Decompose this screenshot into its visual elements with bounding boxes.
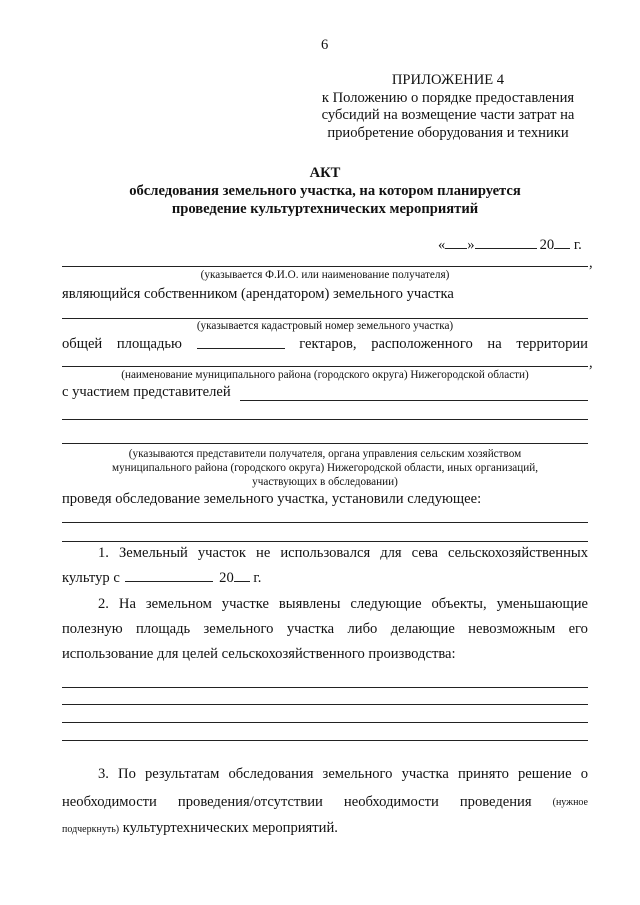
- area-word-4: расположенного: [371, 336, 473, 352]
- representatives-label: с участием представителей: [62, 384, 231, 400]
- date-close-quote: »: [467, 237, 475, 253]
- representatives-line-1[interactable]: [240, 400, 588, 401]
- item2-word: участка: [286, 621, 335, 637]
- item2-word: площадь: [136, 621, 191, 637]
- recipient-hint: (указывается Ф.И.О. или наименование получателя): [200, 269, 450, 281]
- representatives-hint-3: участвующих в обследовании): [252, 476, 398, 488]
- item3-note-end: подчеркнуть): [62, 824, 120, 835]
- cadastral-hint: (указывается кадастровый номер земельного участка): [196, 320, 454, 332]
- objects-line-4[interactable]: [62, 740, 588, 741]
- item1-line-1: 1. Земельный участок не использовался для сева сельскохозяйственных: [98, 545, 588, 561]
- item1-year: 20: [219, 570, 234, 586]
- item1-date-blank[interactable]: [125, 569, 213, 582]
- area-word-3: гектаров,: [299, 336, 357, 352]
- year-blank[interactable]: [554, 236, 570, 249]
- item3-line-2: [62, 794, 588, 811]
- representatives-hint-1: (указываются представители получателя, органа управления сельским хозяйством: [128, 448, 522, 460]
- item2-word: невозможным: [468, 621, 556, 637]
- date-year-suffix: г.: [570, 237, 582, 253]
- objects-line-1[interactable]: [62, 687, 588, 688]
- item3-word: проведения: [459, 794, 532, 810]
- representatives-line-2[interactable]: [62, 419, 588, 420]
- item1-prefix: культур с: [62, 570, 120, 586]
- item3-word: необходимости: [343, 794, 439, 810]
- item3-word: проведения/отсутствии: [177, 794, 323, 810]
- inspection-text: проведя обследование земельного участка, установили следующее:: [62, 491, 482, 507]
- item1-year-blank[interactable]: [234, 569, 250, 582]
- area-line: [62, 336, 588, 353]
- month-blank[interactable]: [475, 236, 537, 249]
- item2-word: полезную: [62, 621, 123, 637]
- page-number: 6: [321, 37, 329, 53]
- appendix-title: ПРИЛОЖЕНИЕ 4: [391, 72, 505, 88]
- item1-line-2: [62, 569, 261, 587]
- representatives-hint: [50, 447, 600, 489]
- cadastral-line[interactable]: [62, 318, 588, 319]
- objects-line-3[interactable]: [62, 722, 588, 723]
- representatives-line-3[interactable]: [62, 443, 588, 444]
- representatives-hint-2: муниципального района (городского округа) Нижегородской области, иных организаций,: [111, 462, 538, 474]
- item3-word: необходимости: [62, 794, 157, 810]
- findings-line-2[interactable]: [62, 541, 588, 542]
- municipality-hint: (наименование муниципального района (городского округа) Нижегородской области): [121, 369, 529, 381]
- owner-text: являющийся собственником (арендатором) земельного участка: [62, 286, 454, 302]
- item2-word: его: [568, 621, 588, 637]
- recipient-comma: ,: [589, 255, 593, 271]
- area-blank[interactable]: [197, 336, 285, 349]
- item2-line-2: [62, 621, 588, 638]
- item2-word: делающие: [390, 621, 455, 637]
- act-title-block: [0, 164, 640, 218]
- appendix-line-1: к Положению о порядке предоставления: [321, 89, 575, 106]
- area-word-1: общей: [62, 336, 103, 352]
- appendix-line-3: приобретение оборудования и техники: [327, 124, 569, 141]
- appendix-header: [312, 72, 584, 142]
- objects-line-2[interactable]: [62, 704, 588, 705]
- item2-word: либо: [347, 621, 378, 637]
- findings-line-1[interactable]: [62, 522, 588, 523]
- area-word-2: площадью: [116, 336, 182, 352]
- act-subtitle-2: проведение культуртехнических мероприятий: [171, 201, 479, 217]
- appendix-line-2: субсидий на возмещение части затрат на: [321, 107, 575, 123]
- item2-line-1: 2. На земельном участке выявлены следующие объекты, уменьшающие: [98, 596, 588, 612]
- date-year-prefix: 20: [539, 237, 555, 253]
- item2-line-3: использование для целей сельскохозяйственного производства:: [62, 646, 456, 662]
- date-open-quote: «: [438, 237, 446, 253]
- act-title: АКТ: [309, 165, 341, 181]
- date-line: [438, 236, 582, 254]
- municipality-comma: ,: [589, 355, 593, 371]
- item2-word: земельного: [203, 621, 274, 637]
- day-blank[interactable]: [445, 236, 467, 249]
- area-word-5: на: [487, 336, 502, 352]
- item3-text: культуртехнических мероприятий.: [119, 820, 338, 836]
- item3-note: (нужное: [552, 797, 588, 808]
- municipality-line[interactable]: [62, 366, 588, 367]
- recipient-line[interactable]: [62, 266, 588, 267]
- area-word-6: территории: [516, 336, 588, 352]
- item1-suffix: г.: [249, 570, 262, 586]
- item3-line-3: [62, 820, 338, 837]
- item3-line-1: 3. По результатам обследования земельного участка принято решение о: [98, 766, 588, 782]
- act-subtitle-1: обследования земельного участка, на котором планируется: [129, 183, 521, 199]
